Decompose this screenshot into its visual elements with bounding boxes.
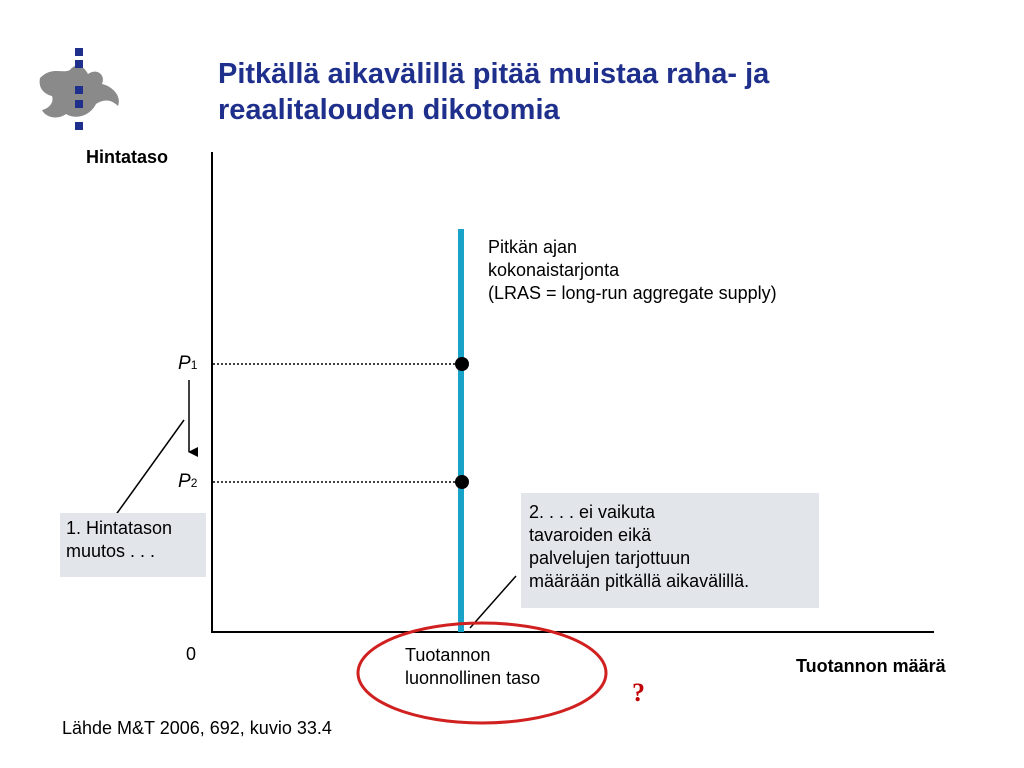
lras-label-line-1: Pitkän ajan: [488, 237, 578, 257]
p2-subscript: 2: [190, 476, 198, 490]
x-axis-label: Tuotannon määrä: [796, 656, 946, 676]
p2-point: [455, 475, 469, 489]
natural-output-line-2: luonnollinen taso: [405, 668, 541, 688]
box2-line-3: palvelujen tarjottuun: [529, 548, 691, 568]
price-change-callout-box: [60, 513, 206, 577]
lras-label-line-3: (LRAS = long-run aggregate supply): [488, 283, 777, 303]
origin-label: 0: [186, 644, 197, 664]
question-mark: ?: [632, 678, 645, 707]
natural-output-label: [405, 644, 605, 690]
y-axis-label: Hintataso: [86, 147, 169, 167]
box2-line-4: määrään pitkällä aikavälillä.: [529, 571, 750, 591]
lras-label-line-2: kokonaistarjonta: [488, 260, 620, 280]
p1-subscript: 1: [190, 358, 198, 372]
box1-line-2: muutos . . .: [66, 541, 156, 561]
p2-letter: P: [178, 471, 191, 492]
p1-label: [178, 353, 197, 375]
box2-line-1: 2. . . . ei vaikuta: [529, 502, 656, 522]
no-effect-callout-box: [521, 493, 819, 608]
p1-point: [455, 357, 469, 371]
box2-line-2: tavaroiden eikä: [529, 525, 652, 545]
source-citation: Lähde M&T 2006, 692, kuvio 33.4: [62, 718, 332, 738]
box1-line-1: 1. Hintatason: [66, 518, 173, 538]
p1-letter: P: [178, 353, 191, 374]
title-line-1: Pitkällä aikavälillä pitää muistaa raha- ja: [218, 58, 770, 90]
p2-label: [178, 471, 197, 493]
lras-label: [488, 236, 888, 305]
title-line-2: reaalitalouden dikotomia: [218, 94, 560, 126]
box2-callout-line: [470, 576, 516, 628]
natural-output-line-1: Tuotannon: [405, 645, 491, 665]
box1-callout-line: [115, 420, 184, 516]
